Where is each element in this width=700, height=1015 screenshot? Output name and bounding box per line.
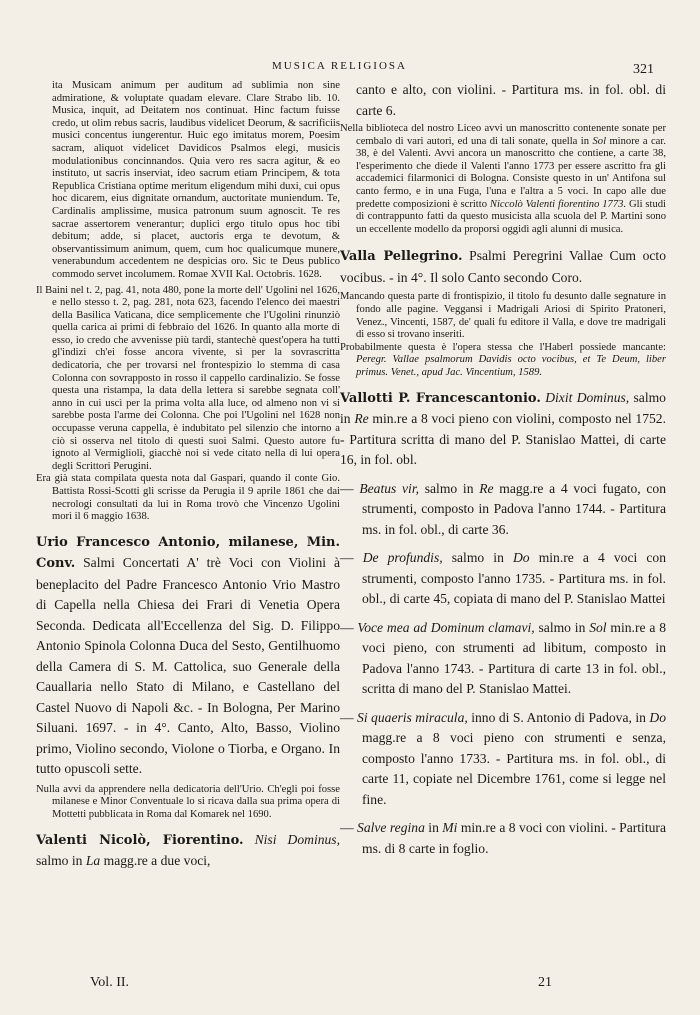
work-key: Do [649,709,667,725]
dash-mark: — [340,820,358,835]
valla-text: Psalmi Peregrini Vallae Cum octo vocibus. - in 4°. Il solo Canto secondo Coro. [340,248,666,285]
valla-note-2-italic: Peregr. Vallae psalmorum Davidis octo vocibus, et Te Deum, liber primus. Venet., apud Jac. Vincentium, 1589. [356,354,666,378]
vallotti-text: salmo in [340,389,666,426]
work-text: in [428,820,439,835]
urio-text: Salmi Concertati A' trè Voci con Violini à beneplacito del Padre Francesco Antonio Vrio Mastro di Capella nella Chiesa dei Frari di Venetia Opera Seconda. Dedicata all'Eccellenza del Sig. D. Filippo Antonio Spinola Colonna Duca del Sesto, Gentilhuomo della Camera di S. M. Cattolica, suo Generale della Cauallaria nello Stato di Milano, e Castellano del Castel Nuovo di Napoli &c. - In Bologna, Per Marino Siluani. 1697. - in 4°. Canto, Alto, Basso, Violino primo, Violino secondo, Violone o Tiorba, e Organo. In tutto opuscoli sette. [36,555,340,777]
valla-heading: Valla Pellegrino. [340,249,463,265]
baini-note: Il Baini nel t. 2, pag. 41, nota 480, pone la morte dell' Ugolini nel 1626, e nello stesso t. 2, pag. 281, nota 623, facendo l'elenco dei maestri della Basilica Vaticana, dice semplicemente che l'Ugolini rinunziò quella carica ai primi di febbraio del 1626. In quanto alla morte di esso, io credo che avvenisse più tardi, stantechè quest'opera ha tutti gl'indizi ch'ei fosse ancora vivente, sì per la sovrascritta dedicatoria, che per trovarsi nel frontespizio lo stemma di casa Colonna con sovrapposto in rosso il cappello cardinalizio. Se fosse questa una ristampa, la data della lettera si sarebbe segnata coll' anno in cui uscì per la prima volta alla luce, od almeno non vi si sarebbe posta l'arme dei Colonna. Che poi l'Ugolini nel 1628 non occupasse veruna cappella, è indubitato pel silenzio che intorno a ciò si osserva nel titolo di questi suoi Salmi. Questo autore fu ignoto al Vermiglioli, giacchè noi si vede citato nella di lui opera degli Scrittori Perugini. [36,284,340,472]
volume-label: Vol. II. [90,975,130,990]
work-entry [340,548,666,610]
valenti-note-text-end: Gli studi di contrappunto fatti da questo musicista alla scuola del P. Martini sono un eccellente modello da proporsi oggidì agli alunni di musica. [356,198,666,235]
valenti-text: salmo in [36,853,83,869]
valenti-note-key: Sol [592,135,607,147]
work-details: magg.re a 4 voci fugato, con strumenti, composto in Padova l'anno 1744. - Partitura ms. in fol. obl., di carte 36. [362,480,666,537]
work-title: Salve regina [357,820,425,835]
urio-entry [36,532,340,780]
valenti-note [340,123,666,236]
work-entry [340,618,666,700]
dash-mark: — [340,550,363,565]
work-title: Si quaeris miracula, [357,709,468,725]
vallotti-works-list [340,479,666,860]
work-text: salmo in [424,480,474,496]
valenti-note-text-cont: minore a car. 38, è del Valenti. Avvi ancora un manoscritto che contiene, a carte 38, l'esperimento che diede il Valenti l'anno 1773 per essere ascritto fra gli accademici filarmonici di Bologna. Consiste questo in un' Antifona sul canto fermo, e in una Fuga, l'una e l'altra a 5 voci. In capo alle due predette composizioni è scritto [356,135,666,210]
valenti-key: La [85,853,101,869]
right-column [340,80,666,859]
dash-mark: — [340,709,358,725]
signature-mark: 21 [538,975,552,990]
work-text: inno di S. Antonio di Padova, in [471,709,646,725]
urio-heading: Urio Francesco Antonio, milanese, Min. Conv. [36,534,340,572]
work-key: Sol [589,619,607,635]
dash-mark: — [340,619,358,635]
work-details: min.re a 4 voci con strumenti, composto l'anno 1735. - Partitura ms. in fol. obl., di carte 45, copiata di mano del P. Stanislao Mattei [362,550,666,606]
work-title: De profundis, [362,550,443,565]
work-entry [340,479,666,541]
work-details: min.re a 8 voci con violini. - Partitura ms. di 8 carte in foglio. [362,820,666,856]
urio-note: Nulla avvi da apprendere nella dedicatoria dell'Urio. Ch'egli poi fosse milanese e Minor Conventuale lo si ricava dalla sua prima opera di Mottetti pubblicata in Roma dal Komarek nel 1690. [36,783,340,820]
running-title: MUSICA RELIGIOSA [272,60,407,72]
valla-note-2 [340,342,666,380]
valla-note-1: Mancando questa parte di frontispizio, il titolo fu desunto dalle segnature in fondo alle pagine. Veggansi i Madrigali Ariosi di Spirito Pratoneri, Venez., Vincenti, 1587, de' quali fu editore il Valla, e dove tre madrigali di esso si trovano inseriti. [340,291,666,341]
vallotti-heading: Vallotti P. Francescantonio. [340,390,541,406]
valenti-text-cont: magg.re a due voci, [103,853,211,869]
work-title: Voce mea ad Dominum clamavi, [357,619,535,635]
valenti-entry [36,830,340,872]
work-entry [340,708,666,811]
valenti-note-text: Nella biblioteca del nostro Liceo avvi un manoscritto contenente sonate per cembalo di vari autori, ed una di tali sonate, quella in [340,123,666,147]
vallotti-text-cont: min.re a 8 voci pieno con violini, composto nel 1752. - Partitura scritta di mano del P. Stanislao Mattei, di carte 16, in fol. obl. [340,411,666,467]
work-text: salmo in [451,550,504,565]
left-column [36,80,340,872]
work-details: min.re a 8 voci pieno, con strumenti ad libitum, composto in Padova l'anno 1743. - Partitura di carte 13 in fol. obl., scritta di mano del P. Stanislao Mattei. [362,619,666,696]
latin-dedication-quote: ita Musicam animum per auditum ad sublimia non sine admiratione, & voluptate quadam elevare. Clare Strabo lib. 10. Musica, inquit, ad Deitatem nos continuat. Hinc factum fuisse credo, ut olim rebus sacris, laudibus videlicet Deorum, & sacrificiis musici concentus iungerentur. Huic ego imitatus morem, Poesim sacram, aliquot videlicet Davidicos Psalmos elegi, musicis modulationibus concinnandos. Quia vero res sacra agitur, & eo instituto, ut sacris inserviat, ideo sacrum etiam Principem, & tota Republica Cristiana optime meritum eligendum mihi duxi, cui opus hoc dicarem, eius dignitate ornandum, auctoritate muniendum. Te, Cardinalis amplissime, musica patronum suum agnoscit. Te res sacrae assertorem venerantur; duplici ergo titulo opus hoc tibi debitum; adde, si placet, auctoris erga te devotum, & observantissimum animum, quem, cum hoc qualicumque munere, venerabundum accedentem ne despicias oro. Sic te Deus publico commodo servet incolumem. Romae XVII Kal. Octobris. 1628. [52,80,340,280]
work-key: Re [479,480,494,496]
work-entry [340,818,666,859]
valenti-entry-continued: canto e alto, con violini. - Partitura ms. in fol. obl. di carte 6. [356,82,666,118]
valla-note-2-text: Probabilmente questa è l'opera stessa che l'Haberl possiede mancante: [340,341,666,353]
work-key: Mi [442,820,458,835]
valenti-note-italic: Niccolò Valenti fiorentino 1773. [489,198,627,210]
valenti-title: Nisi Dominus, [254,831,340,847]
work-title: Beatus vir, [359,480,420,496]
vallotti-key: Re [354,411,369,426]
work-text: salmo in [538,619,586,635]
page-number: 321 [633,62,654,77]
valenti-heading: Valenti Nicolò, Fiorentino. [36,832,244,848]
dash-mark: — [340,480,360,496]
vallotti-entry [340,388,666,471]
valla-entry [340,246,666,288]
gaspari-note: Era già stata compilata questa nota dal Gaspari, quando il conte Gio. Battista Rossi-Scotti gli scrisse da Perugia il 9 aprile 1861 che dai necrologi consultati da lui in Roma trovò che Vincenzo Ugolini morì il 6 maggio 1638. [36,473,340,523]
work-details: magg.re a 8 voci pieno con strumenti e senza, composto l'anno 1733. - Partitura ms. in fol. obl., di carte 11, copiate nel Dicembre 1761, come si legge nel fine. [362,730,666,807]
work-key: Do [512,550,530,565]
vallotti-title: Dixit Dominus, [545,389,630,405]
